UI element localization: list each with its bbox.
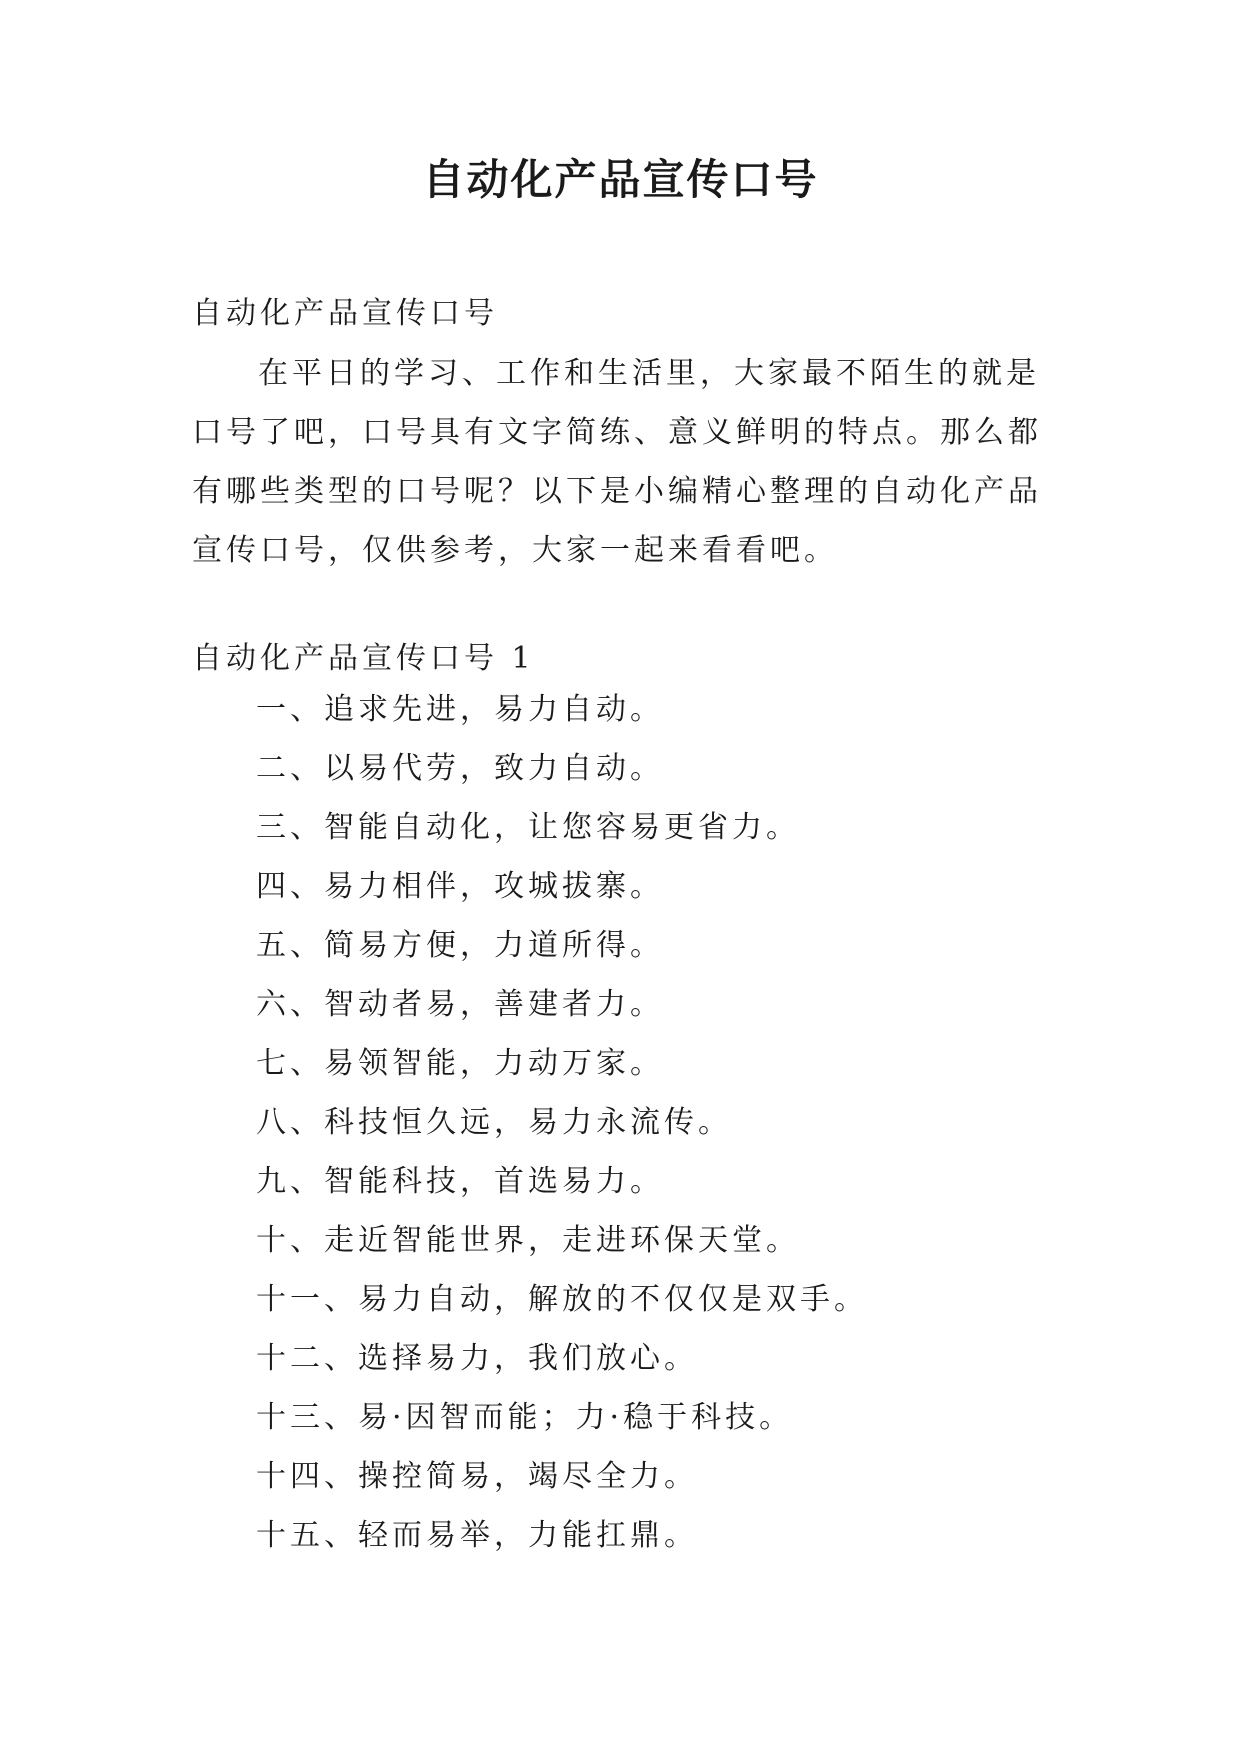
slogan-item: 三、智能自动化，让您容易更省力。 — [256, 810, 800, 845]
intro-paragraph: 在平日的学习、工作和生活里，大家最不陌生的就是口号了吧，口号具有文字简练、意义鲜明的特点。那么都有哪些类型的口号呢？以下是小编精心整理的自动化产品宣传口号，仅供参考，大家一起来看看吧。 — [192, 356, 1042, 568]
slogan-item: 九、智能科技，首选易力。 — [256, 1164, 664, 1199]
slogan-item: 十二、选择易力，我们放心。 — [256, 1341, 698, 1376]
document-subtitle: 自动化产品宣传口号 — [192, 296, 498, 331]
slogan-item: 一、追求先进，易力自动。 — [256, 692, 664, 727]
slogan-item: 七、易领智能，力动万家。 — [256, 1046, 664, 1081]
slogan-item: 八、科技恒久远，易力永流传。 — [256, 1105, 732, 1140]
section-heading: 自动化产品宣传口号 1 — [192, 641, 535, 676]
page-title: 自动化产品宣传口号 — [422, 155, 819, 204]
slogan-item: 十五、轻而易举，力能扛鼎。 — [256, 1518, 698, 1553]
slogan-item: 十四、操控简易，竭尽全力。 — [256, 1459, 698, 1494]
slogan-item: 四、易力相伴，攻城拔寨。 — [256, 869, 664, 904]
slogan-item: 十三、易·因智而能；力·稳于科技。 — [256, 1400, 794, 1435]
slogan-list — [256, 680, 1056, 1565]
slogan-item: 十、走近智能世界，走进环保天堂。 — [256, 1223, 800, 1258]
slogan-item: 五、简易方便，力道所得。 — [256, 928, 664, 963]
slogan-item: 六、智动者易，善建者力。 — [256, 987, 664, 1022]
slogan-item: 二、以易代劳，致力自动。 — [256, 751, 664, 786]
slogan-item: 十一、易力自动，解放的不仅仅是双手。 — [256, 1282, 868, 1317]
